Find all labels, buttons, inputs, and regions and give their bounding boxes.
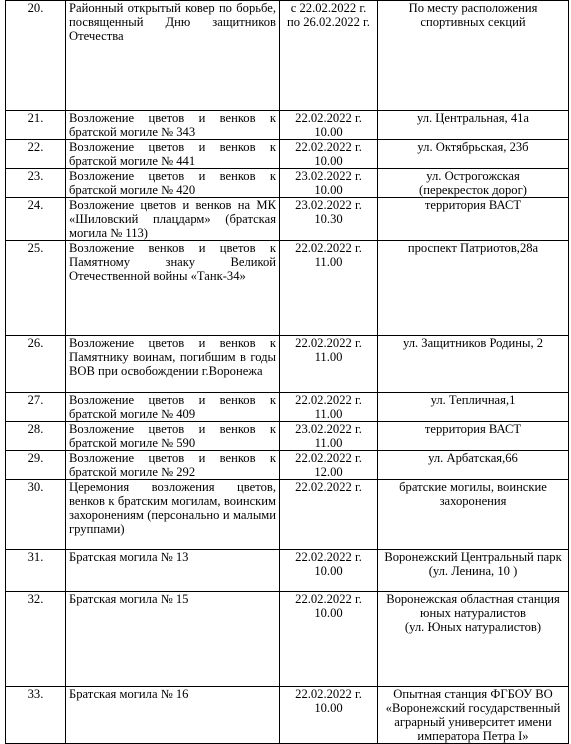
event-place: ул. Тепличная,1 <box>378 393 569 422</box>
table-row <box>6 592 569 687</box>
event-place: ул. Защитников Родины, 2 <box>378 336 569 393</box>
event-place: ул. Арбатская,66 <box>378 451 569 480</box>
event-place: братские могилы, воинские захоронения <box>378 480 569 550</box>
event-name: Церемония возложения цветов, венков к братским могилам, воинским захоронениям (персонально и малыми группами) <box>66 480 280 550</box>
row-number: 24. <box>6 198 66 241</box>
table-row <box>6 480 569 550</box>
event-place: Опытная станция ФГБОУ ВО «Воронежский государственный аграрный университет имени императора Петра I» <box>378 687 569 744</box>
row-number: 25. <box>6 241 66 336</box>
event-place: территория ВАСТ <box>378 422 569 451</box>
event-place: По месту расположения спортивных секций <box>378 1 569 111</box>
event-name: Возложение венков и цветов к Памятному знаку Великой Отечественной войны «Танк-34» <box>66 241 280 336</box>
row-number: 23. <box>6 169 66 198</box>
event-name: Братская могила № 13 <box>66 550 280 592</box>
event-date: 22.02.2022 г. 10.00 <box>280 111 378 140</box>
event-place: ул. Центральная, 41а <box>378 111 569 140</box>
row-number: 26. <box>6 336 66 393</box>
event-place: территория ВАСТ <box>378 198 569 241</box>
row-number: 33. <box>6 687 66 744</box>
table-row <box>6 422 569 451</box>
table-row <box>6 140 569 169</box>
table-row <box>6 111 569 140</box>
event-name: Возложение цветов и венков к братской могиле № 343 <box>66 111 280 140</box>
event-date: 23.02.2022 г. 10.00 <box>280 169 378 198</box>
event-date: 22.02.2022 г. 10.00 <box>280 140 378 169</box>
event-name: Возложение цветов и венков к братской могиле № 441 <box>66 140 280 169</box>
table-row <box>6 550 569 592</box>
events-table <box>5 0 569 744</box>
row-number: 30. <box>6 480 66 550</box>
event-place: Воронежский Центральный парк (ул. Ленина, 10 ) <box>378 550 569 592</box>
row-number: 27. <box>6 393 66 422</box>
event-name: Районный открытый ковер по борьбе, посвященный Дню защитников Отечества <box>66 1 280 111</box>
event-date: 22.02.2022 г. 11.00 <box>280 241 378 336</box>
event-name: Возложение цветов и венков к братской могиле № 590 <box>66 422 280 451</box>
event-name: Братская могила № 15 <box>66 592 280 687</box>
events-table-body <box>6 1 569 744</box>
event-name: Возложение цветов и венков к братской могиле № 420 <box>66 169 280 198</box>
event-place: ул. Октябрьская, 23б <box>378 140 569 169</box>
event-date: 22.02.2022 г. 10.00 <box>280 687 378 744</box>
row-number: 22. <box>6 140 66 169</box>
table-row <box>6 393 569 422</box>
row-number: 20. <box>6 1 66 111</box>
row-number: 32. <box>6 592 66 687</box>
row-number: 31. <box>6 550 66 592</box>
event-place: проспект Патриотов,28а <box>378 241 569 336</box>
event-name: Возложение цветов и венков к Памятнику воинам, погибшим в годы ВОВ при освобождении г.Воронежа <box>66 336 280 393</box>
table-row <box>6 169 569 198</box>
event-place: ул. Острогожская (перекресток дорог) <box>378 169 569 198</box>
event-date: 22.02.2022 г. 10.00 <box>280 550 378 592</box>
row-number: 21. <box>6 111 66 140</box>
event-date: 23.02.2022 г. 11.00 <box>280 422 378 451</box>
event-name: Братская могила № 16 <box>66 687 280 744</box>
event-date: 22.02.2022 г. 12.00 <box>280 451 378 480</box>
table-row <box>6 451 569 480</box>
event-date: 23.02.2022 г. 10.30 <box>280 198 378 241</box>
table-row <box>6 1 569 111</box>
table-row <box>6 241 569 336</box>
event-name: Возложение цветов и венков к братской могиле № 292 <box>66 451 280 480</box>
event-date: 22.02.2022 г. 10.00 <box>280 592 378 687</box>
event-name: Возложение цветов и венков к братской могиле № 409 <box>66 393 280 422</box>
event-date: 22.02.2022 г. 11.00 <box>280 393 378 422</box>
table-row <box>6 687 569 744</box>
event-name: Возложение цветов и венков на МК «Шиловский плацдарм» (братская могила № 113) <box>66 198 280 241</box>
row-number: 28. <box>6 422 66 451</box>
row-number: 29. <box>6 451 66 480</box>
event-date: с 22.02.2022 г. по 26.02.2022 г. <box>280 1 378 111</box>
event-date: 22.02.2022 г. <box>280 480 378 550</box>
table-row <box>6 198 569 241</box>
event-date: 22.02.2022 г. 11.00 <box>280 336 378 393</box>
event-place: Воронежская областная станция юных натуралистов (ул. Юных натуралистов) <box>378 592 569 687</box>
table-row <box>6 336 569 393</box>
